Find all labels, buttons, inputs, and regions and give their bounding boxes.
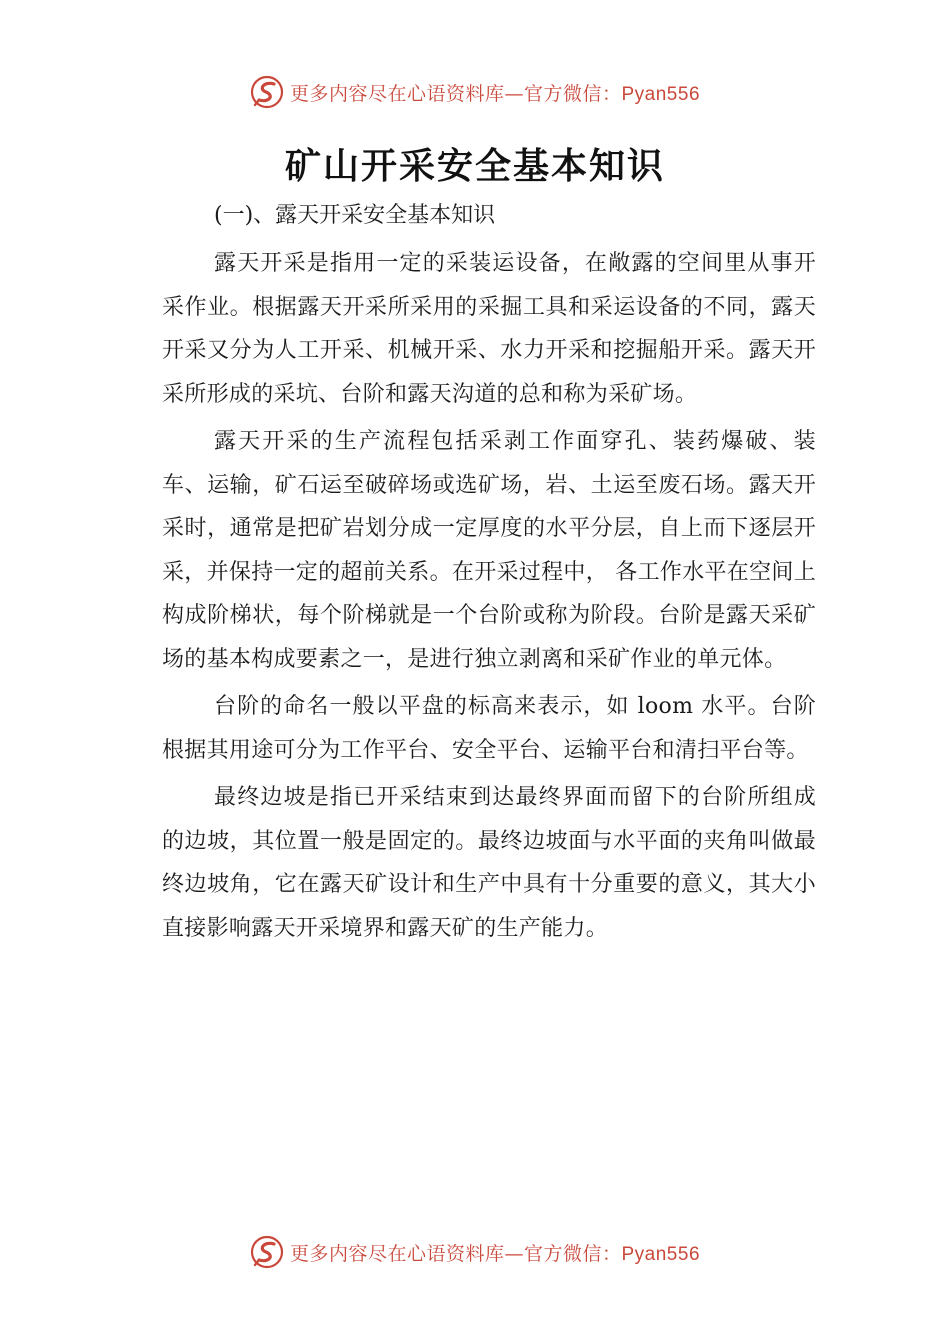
banner-text [290, 79, 700, 106]
banner-brand: 更多内容尽在心语资料库 [289, 82, 505, 105]
header-banner [0, 72, 950, 112]
paragraph-2: 露天开采的生产流程包括采剥工作面穿孔、装药爆破、装车、运输，矿石运至破碎场或选矿场，岩、土运至废石场。露天开采时，通常是把矿岩划分成一定厚度的水平分层，自上而下逐层开采，并保持一定的超前关系。在开采过程中， 各工作水平在空间上构成阶梯状，每个阶梯就是一个台阶或称为阶段。台阶是露天采矿场的基本构成要素之一，是进行独立剥离和采矿作业的单元体。 [162, 429, 816, 672]
stylized-s-logo-icon [250, 75, 284, 109]
banner-contact-id: Pyan556 [621, 83, 701, 105]
document-body [162, 196, 816, 954]
banner-contact-label: 官方微信： [523, 1242, 622, 1265]
banner-separator: — [504, 1242, 524, 1265]
section-heading: (一)、露天开采安全基本知识 [214, 203, 496, 228]
banner-brand: 更多内容尽在心语资料库 [289, 1242, 505, 1265]
banner-separator: — [504, 82, 524, 105]
banner-contact-label: 官方微信： [523, 82, 622, 105]
footer-banner [0, 1232, 950, 1272]
document-title: 矿山开采安全基本知识 [284, 146, 665, 187]
banner-text [290, 1239, 700, 1266]
banner-contact-id: Pyan556 [621, 1243, 701, 1265]
paragraph-1: 露天开采是指用一定的采装运设备，在敞露的空间里从事开采作业。根据露天开采所采用的采掘工具和采运设备的不同，露天开采又分为人工开采、机械开采、水力开采和挖掘船开采。露天开采所形成的采坑、台阶和露天沟道的总和称为采矿场。 [162, 251, 816, 407]
paragraph-4: 最终边坡是指已开采结束到达最终界面而留下的台阶所组成的边坡，其位置一般是固定的。最终边坡面与水平面的夹角叫做最终边坡角，它在露天矿设计和生产中具有十分重要的意义，其大小直接影响露天开采境界和露天矿的生产能力。 [162, 785, 816, 941]
paragraph-3: 台阶的命名一般以平盘的标高来表示，如 loom 水平。台阶根据其用途可分为工作平台、安全平台、运输平台和清扫平台等。 [162, 694, 816, 763]
stylized-s-logo-icon [250, 1235, 284, 1269]
